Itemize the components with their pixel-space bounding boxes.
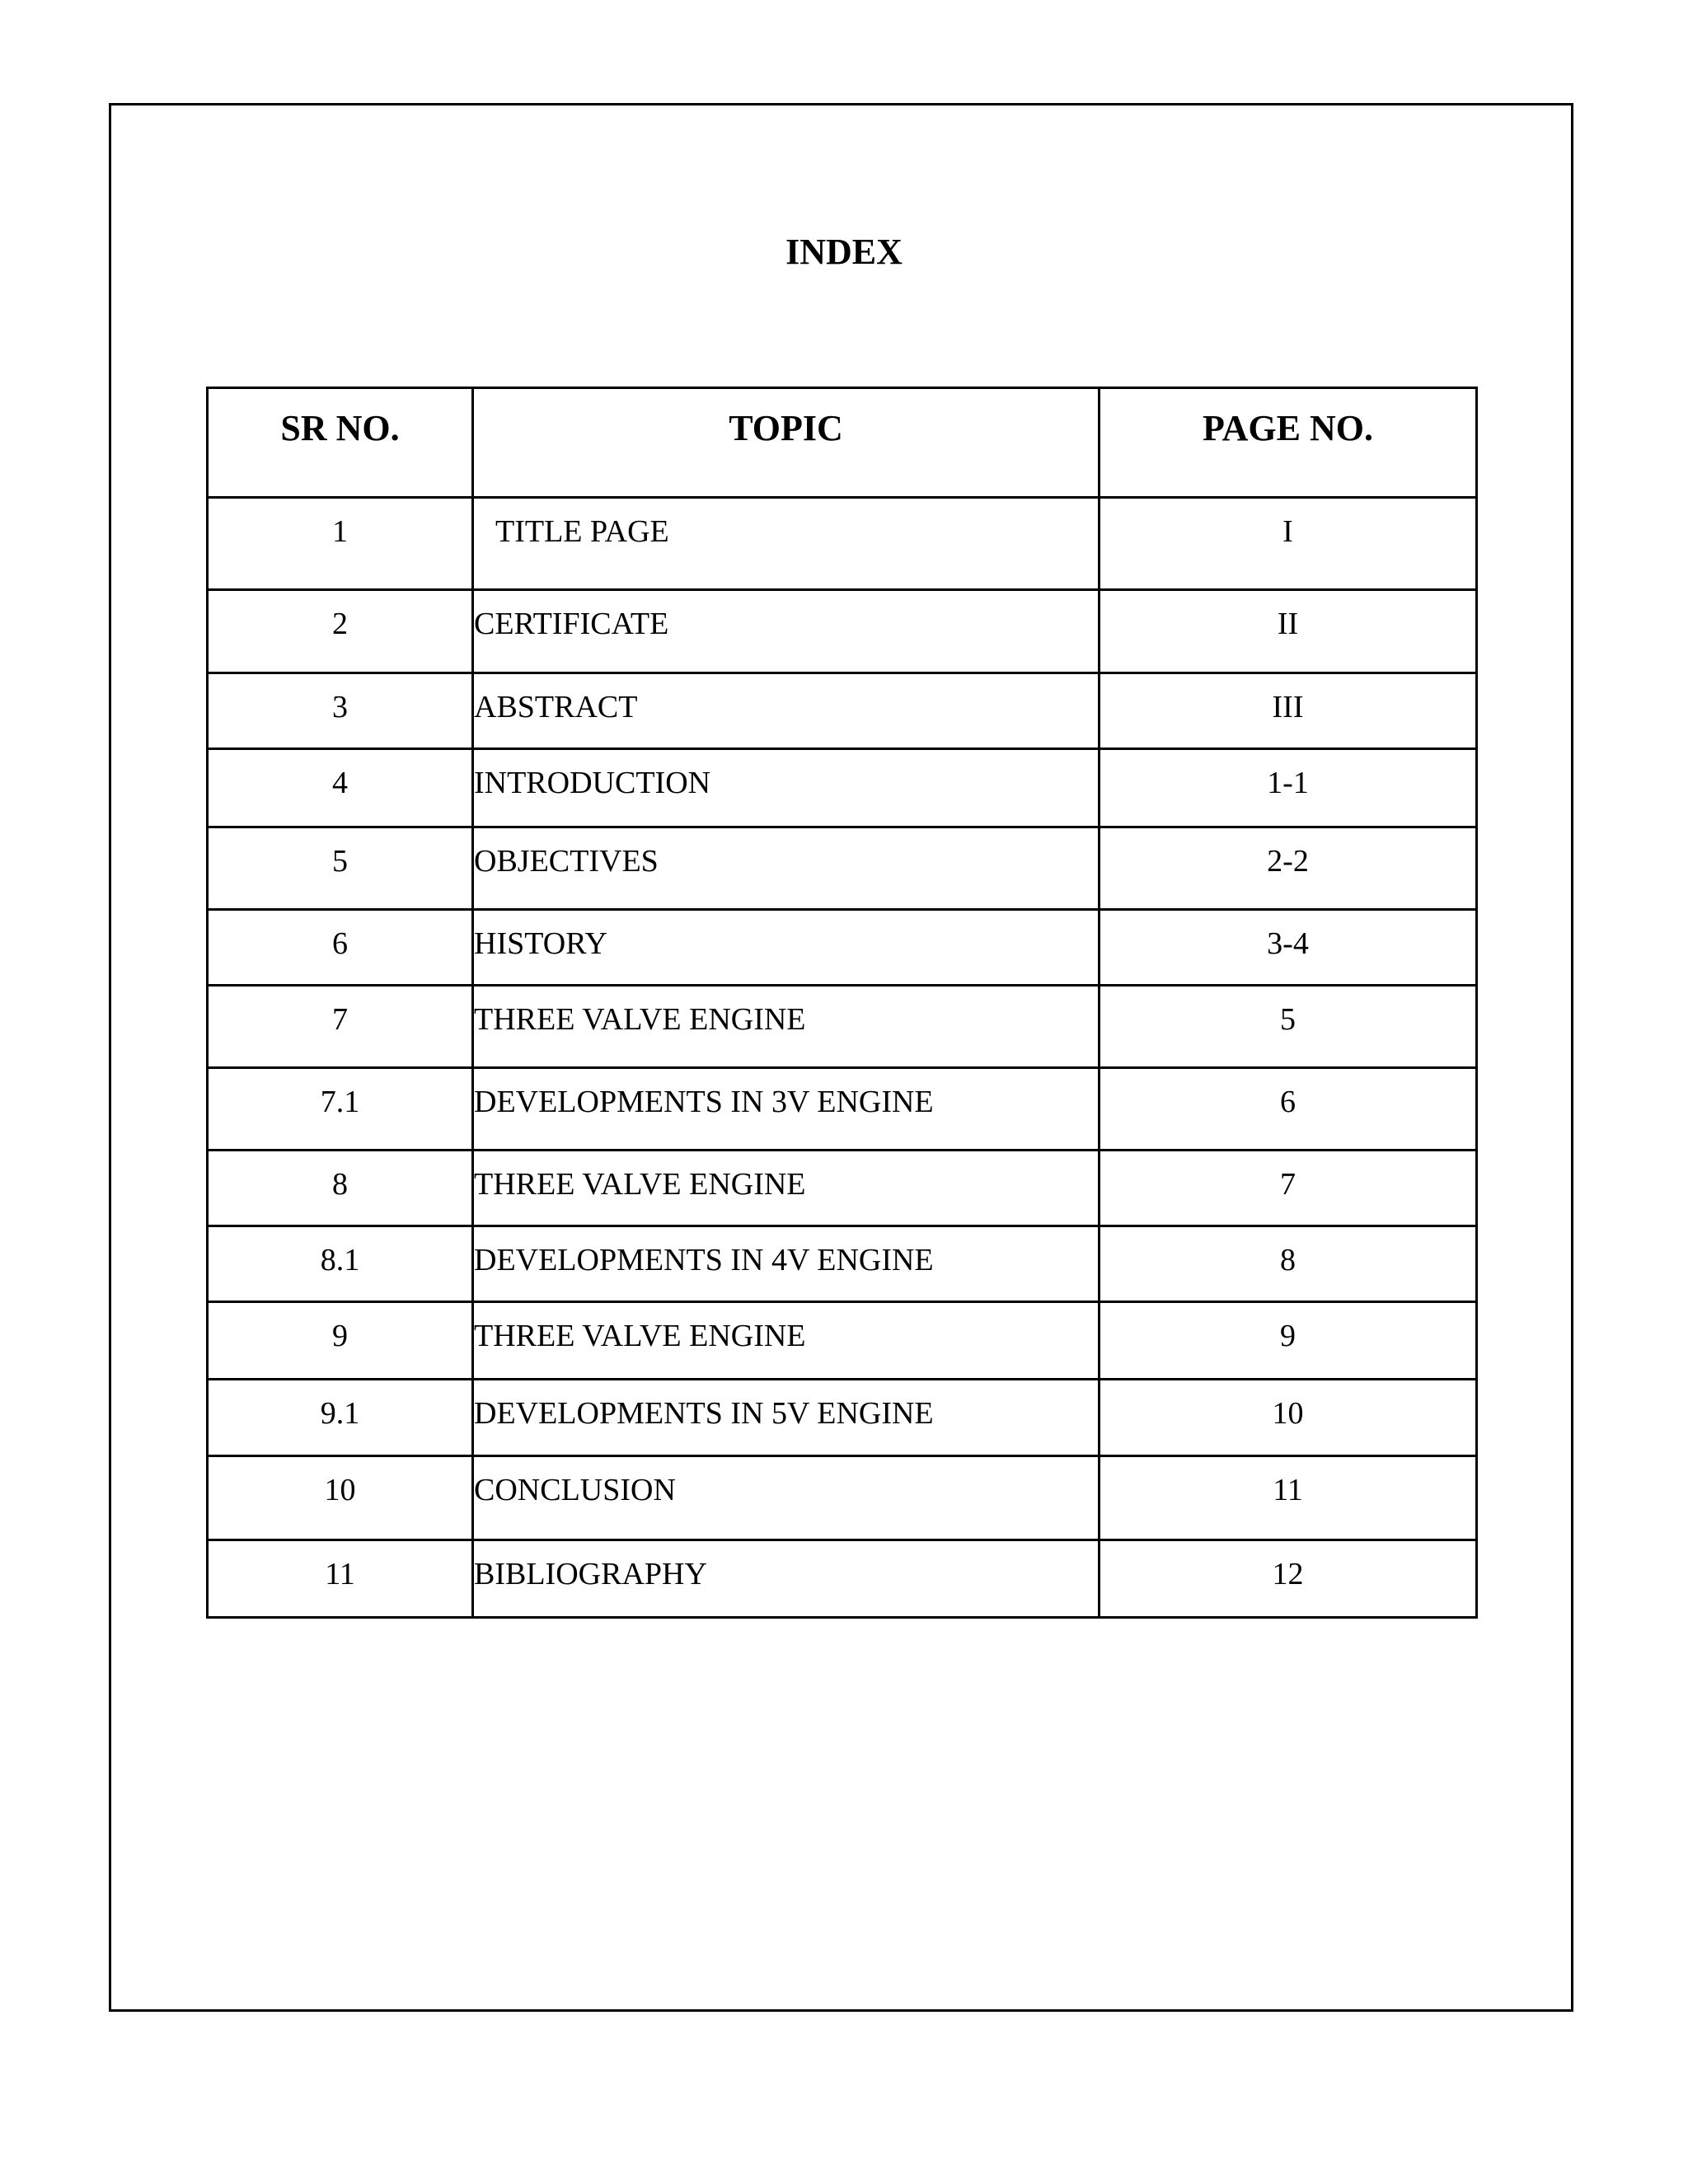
sr-cell: 2 [208,590,473,673]
table-row [208,590,1477,673]
topic-cell: ABSTRACT [473,673,1100,749]
sr-cell: 6 [208,910,473,986]
table-row [208,749,1477,827]
sr-cell: 11 [208,1540,473,1618]
topic-cell: OBJECTIVES [473,827,1100,910]
table-row [208,673,1477,749]
sr-cell: 5 [208,827,473,910]
page-cell: 9 [1100,1302,1477,1380]
page-cell: 10 [1100,1380,1477,1456]
sr-cell: 7 [208,986,473,1068]
topic-cell: HISTORY [473,910,1100,986]
table-row [208,910,1477,986]
table-row [208,1226,1477,1302]
table-row [208,1068,1477,1151]
topic-cell: INTRODUCTION [473,749,1100,827]
table-row [208,1540,1477,1618]
topic-cell: DEVELOPMENTS IN 5V ENGINE [473,1380,1100,1456]
page-cell: I [1100,498,1477,590]
sr-cell: 9 [208,1302,473,1380]
page-cell: 5 [1100,986,1477,1068]
page-cell: 12 [1100,1540,1477,1618]
page-cell: 1-1 [1100,749,1477,827]
page-cell: 11 [1100,1456,1477,1540]
table-row [208,827,1477,910]
header-topic: TOPIC [473,388,1100,498]
sr-cell: 7.1 [208,1068,473,1151]
table-header-row [208,388,1477,498]
page-title: INDEX [785,232,903,272]
topic-cell: THREE VALVE ENGINE [473,1302,1100,1380]
topic-cell: DEVELOPMENTS IN 4V ENGINE [473,1226,1100,1302]
page-cell: 6 [1100,1068,1477,1151]
topic-cell: CERTIFICATE [473,590,1100,673]
page-cell: III [1100,673,1477,749]
table-row [208,1380,1477,1456]
topic-cell: BIBLIOGRAPHY [473,1540,1100,1618]
sr-cell: 4 [208,749,473,827]
topic-cell: DEVELOPMENTS IN 3V ENGINE [473,1068,1100,1151]
sr-cell: 9.1 [208,1380,473,1456]
sr-cell: 10 [208,1456,473,1540]
page-cell: 7 [1100,1151,1477,1226]
index-table [206,387,1478,1619]
sr-cell: 1 [208,498,473,590]
table-row [208,986,1477,1068]
sr-cell: 3 [208,673,473,749]
header-sr-no: SR NO. [208,388,473,498]
topic-cell: THREE VALVE ENGINE [473,986,1100,1068]
page-cell: II [1100,590,1477,673]
page-cell: 2-2 [1100,827,1477,910]
topic-cell: CONCLUSION [473,1456,1100,1540]
page-cell: 8 [1100,1226,1477,1302]
table-row [208,1456,1477,1540]
header-page-no: PAGE NO. [1100,388,1477,498]
table-row [208,1302,1477,1380]
page-cell: 3-4 [1100,910,1477,986]
sr-cell: 8.1 [208,1226,473,1302]
topic-cell: TITLE PAGE [473,498,1100,590]
table-row [208,1151,1477,1226]
topic-cell: THREE VALVE ENGINE [473,1151,1100,1226]
table-row [208,498,1477,590]
sr-cell: 8 [208,1151,473,1226]
